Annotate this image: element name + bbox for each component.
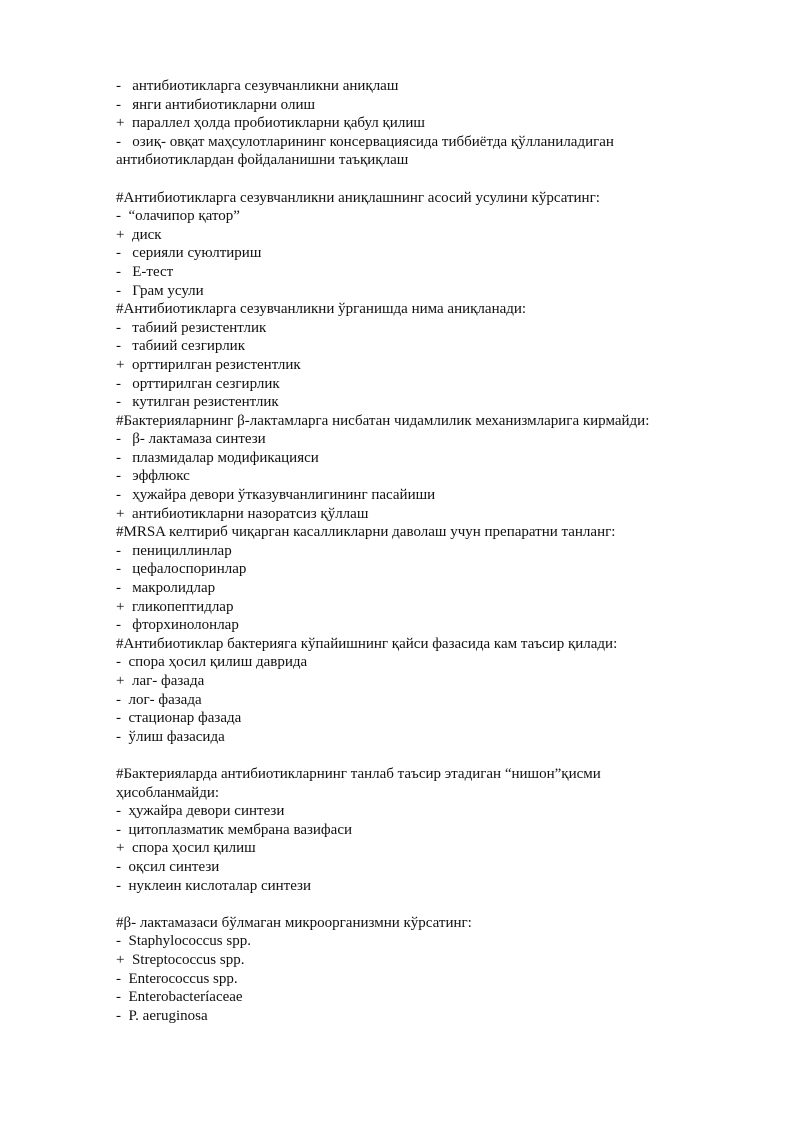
option-mark: - [116, 710, 121, 727]
option-text: табиий сезгирлик [132, 338, 245, 355]
option-text: макролидлар [132, 580, 216, 597]
option-text: ҳужайра девори синтези [128, 803, 285, 820]
option-text: янги антибиотикларни олиш [132, 96, 316, 113]
option-text: Staphylococcus spp. [128, 933, 251, 950]
option-line [116, 616, 686, 635]
option-mark: + [116, 356, 125, 373]
option-mark: - [116, 1007, 121, 1024]
option-mark: - [116, 487, 121, 504]
option-text: нуклеин кислоталар синтези [128, 877, 312, 894]
option-line [116, 858, 686, 877]
option-text: Streptococcus spp. [131, 951, 245, 968]
option-mark: - [116, 338, 121, 355]
question-text: #Бактерияларда антибиотикларнинг танлаб таъсир этадиган “нишон”қисми ҳисобланмайди: [116, 765, 601, 801]
option-text: лаг- фазада [131, 673, 205, 689]
option-text: спора ҳосил қилиш [131, 840, 256, 857]
option-text: антибиотикларни назоратсиз қўллаш [131, 505, 369, 522]
option-text: озиқ- овқат маҳсулотларининг консервациясида тиббиётда қўлланиладиган антибиотиклардан фойдаланишни таъқиқлаш [116, 133, 614, 169]
option-text: орттирилган резистентлик [131, 356, 301, 373]
question-text: #MRSA келтириб чиқарган касалликларни даволаш учун препаратни танланг: [116, 524, 616, 541]
option-line [116, 467, 686, 486]
option-text: кутилган резистентлик [132, 394, 279, 411]
option-text: табиий резистентлик [132, 319, 267, 336]
blank-line [116, 170, 686, 189]
option-mark: - [116, 803, 121, 820]
option-text: спора ҳосил қилиш даврида [128, 654, 308, 671]
option-text: ҳужайра девори ўтказувчанлигининг пасайиши [132, 487, 436, 504]
option-mark: + [116, 505, 125, 522]
option-mark: + [116, 598, 125, 615]
option-line [116, 951, 686, 970]
option-line [116, 579, 686, 598]
option-line [116, 932, 686, 951]
option-mark: - [116, 933, 121, 950]
option-line [116, 802, 686, 821]
option-line [116, 449, 686, 468]
option-text: фторхинолонлар [132, 617, 239, 634]
option-text: цитоплазматик мембрана вазифаси [128, 821, 352, 838]
option-mark: + [116, 115, 125, 132]
option-line [116, 560, 686, 579]
question-text: #Антибиотикларга сезувчанликни аниқлашнинг асосий усулини кўрсатинг: [116, 189, 600, 206]
question-text: #Антибиотиклар бактерияга кўпайишнинг қайси фазасида кам таъсир қилади: [116, 635, 618, 652]
option-line [116, 839, 686, 858]
option-text: Е-тест [132, 263, 174, 280]
option-mark: - [116, 821, 121, 838]
option-line [116, 542, 686, 561]
option-line [116, 375, 686, 394]
option-line [116, 430, 686, 449]
option-mark: - [116, 858, 121, 875]
option-text: цефалоспоринлар [132, 561, 247, 578]
option-line [116, 226, 686, 245]
option-line [116, 877, 686, 896]
option-text: оқсил синтези [128, 858, 220, 875]
option-line [116, 77, 686, 96]
option-line [116, 821, 686, 840]
option-text: ўлиш фазасида [128, 728, 225, 745]
option-line [116, 114, 686, 133]
option-line [116, 505, 686, 524]
option-mark: - [116, 133, 121, 150]
option-line [116, 96, 686, 115]
option-line [116, 1007, 686, 1026]
option-text: Грам усули [132, 282, 204, 299]
quiz-content [116, 77, 686, 1025]
option-text: P. aeruginosa [128, 1007, 208, 1024]
option-text: плазмидалар модификацияси [132, 449, 319, 466]
option-line [116, 598, 686, 617]
option-text: серияли суюлтириш [132, 245, 262, 262]
option-text: эффлюкс [132, 468, 190, 485]
option-mark: + [116, 226, 125, 243]
option-text: орттирилган сезгирлик [132, 375, 280, 392]
option-text: “олачипор қатор” [128, 208, 240, 225]
option-line [116, 133, 686, 170]
option-mark: - [116, 580, 121, 597]
option-mark: - [116, 208, 121, 225]
option-line [116, 988, 686, 1007]
option-line [116, 282, 686, 301]
option-mark: - [116, 78, 121, 94]
option-text: β- лактамаза синтези [132, 431, 266, 448]
option-line [116, 337, 686, 356]
option-line [116, 393, 686, 412]
option-line [116, 207, 686, 226]
option-mark: - [116, 654, 121, 671]
option-mark: + [116, 673, 125, 689]
option-line [116, 653, 686, 672]
option-line [116, 970, 686, 989]
option-mark: - [116, 617, 121, 634]
option-line [116, 672, 686, 691]
option-mark: - [116, 245, 121, 262]
option-mark: - [116, 96, 121, 113]
option-text: Enterococcus spp. [128, 970, 238, 987]
option-mark: - [116, 449, 121, 466]
option-line [116, 356, 686, 375]
option-text: Enterobacteríaceae [128, 989, 243, 1006]
option-mark: - [116, 989, 121, 1006]
question-text: #Антибиотикларга сезувчанликни ўрганишда нима аниқланади: [116, 301, 527, 318]
option-mark: - [116, 394, 121, 411]
option-mark: - [116, 431, 121, 448]
option-mark: - [116, 728, 121, 745]
option-mark: - [116, 970, 121, 987]
question-text: #β- лактамазаси бўлмаган микроорганизмни кўрсатинг: [116, 914, 472, 931]
option-mark: - [116, 319, 121, 336]
option-text: лог- фазада [128, 691, 202, 708]
option-mark: - [116, 691, 121, 708]
option-mark: - [116, 263, 121, 280]
option-mark: - [116, 877, 121, 894]
option-mark: - [116, 468, 121, 485]
option-text: антибиотикларга сезувчанликни аниқлаш [132, 78, 399, 94]
blank-line [116, 895, 686, 914]
option-line [116, 263, 686, 282]
option-mark: + [116, 840, 125, 857]
option-line [116, 486, 686, 505]
option-mark: - [116, 282, 121, 299]
option-text: гликопептидлар [131, 598, 234, 615]
option-text: пенициллинлар [132, 542, 232, 559]
option-mark: + [116, 951, 125, 968]
option-line [116, 691, 686, 710]
option-text: параллел ҳолда пробиотикларни қабул қилиш [131, 115, 425, 132]
option-line [116, 319, 686, 338]
option-text: диск [131, 226, 162, 243]
option-mark: - [116, 375, 121, 392]
option-line [116, 244, 686, 263]
option-line [116, 709, 686, 728]
option-mark: - [116, 561, 121, 578]
option-mark: - [116, 542, 121, 559]
option-text: стационар фазада [128, 710, 242, 727]
question-text: #Бактерияларнинг β-лактамларга нисбатан чидамлилик механизмларига кирмайди: [116, 412, 650, 429]
option-line [116, 728, 686, 747]
blank-line [116, 746, 686, 765]
